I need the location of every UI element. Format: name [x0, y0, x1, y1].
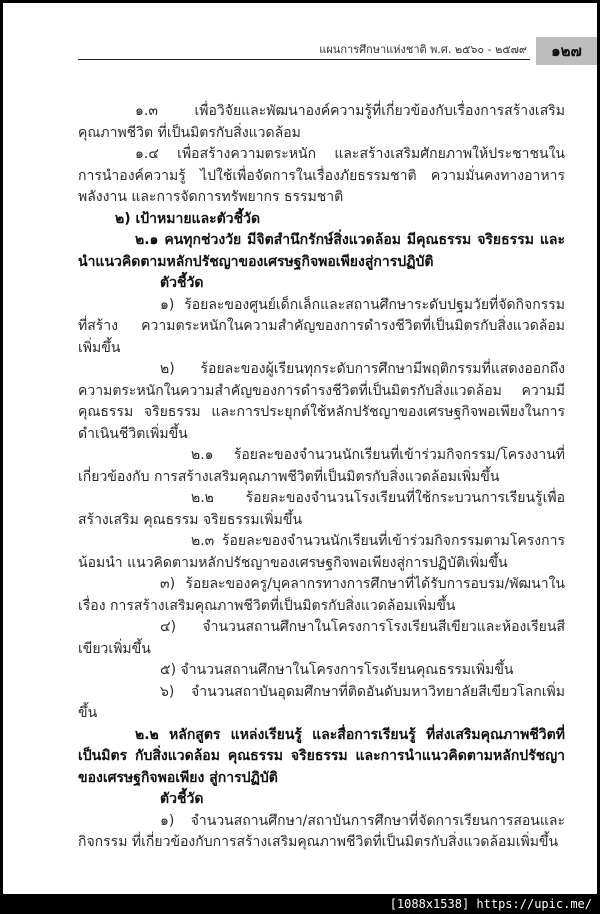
text-line: ๒.๑ คนทุกช่วงวัย มีจิตสำนึกรักษ์สิ่งแวดล้อม มีคุณธรรม จริยธรรม และ	[135, 232, 565, 248]
text-line: คุณธรรม จริยธรรมเพิ่มขึ้น	[143, 511, 303, 528]
indicator-4	[78, 617, 565, 660]
text-line: ที่เป็นมิตรกับสิ่งแวดล้อม	[157, 124, 301, 141]
text-line: ๑.๓ เพื่อวิจัยและพัฒนาองค์ความรู้ที่เกี่ยวข้องกับเรื่องการสร้างเสริมคุณภาพชีวิต	[78, 103, 565, 141]
text-line: ๑) ร้อยละของศูนย์เด็กเล็กและสถานศึกษาระดับปฐมวัยที่จัดกิจกรรมที่สร้าง	[78, 296, 565, 334]
text-line: ธรรมชาติ	[283, 189, 344, 205]
text-line: ๒.๓ ร้อยละของจำนวนนักเรียนที่เข้าร่วมกิจกรรมตามโครงการน้อมนำ	[78, 533, 565, 571]
text-line: ความตระหนักในความสำคัญของการดำรงชีวิตที่เป็นมิตรกับสิ่งแวดล้อม ความมีคุณธรรม	[78, 382, 565, 420]
indicator-5	[78, 660, 565, 682]
text-line: ๒.๒ ร้อยละของจำนวนโรงเรียนที่ใช้กระบวนการเรียนรู้เพื่อสร้างเสริม	[78, 490, 565, 528]
goal-2-1-heading	[78, 230, 565, 273]
indicator-2	[78, 359, 565, 445]
text-line: แนวคิดตามหลักปรัชญาของเศรษฐกิจพอเพียงสู่การปฏิบัติเพิ่มขึ้น	[127, 554, 508, 571]
footer-watermark: [1088x1538] https://upic.me/	[389, 896, 592, 911]
text-line: ๑.๔ เพื่อสร้างความตระหนัก และสร้างเสริมศักยภาพให้ประชาชนในการนำองค์ความรู้	[78, 146, 565, 184]
text-line: จริยธรรม และการประยุกต์ใช้หลักปรัชญาของเศรษฐกิจพอเพียงในการดำเนินชีวิตเพิ่มขึ้น	[78, 404, 565, 442]
indicator-2-1	[78, 445, 565, 488]
text-line: นำแนวคิดตามหลักปรัชญาของเศรษฐกิจพอเพียงสู่การปฏิบัติ	[78, 253, 434, 270]
section-2-heading	[78, 209, 565, 231]
page-number-tab	[536, 37, 597, 65]
indicator-1	[78, 295, 565, 360]
indicator-1	[78, 811, 565, 854]
running-header-title: แผนการศึกษาแห่งชาติ พ.ศ. ๒๕๖๐ - ๒๕๗๙	[319, 43, 527, 56]
indicators-heading	[78, 789, 565, 811]
indicators-heading	[78, 273, 565, 295]
text-line: ๒) ร้อยละของผู้เรียนทุกระดับการศึกษามีพฤติกรรมที่แสดงออกถึง	[160, 361, 565, 377]
text-line: การสร้างเสริมคุณภาพชีวิตที่เป็นมิตรกับสิ่งแวดล้อมเพิ่มขึ้น	[153, 468, 500, 485]
header-divider	[78, 59, 530, 60]
text-line: ตัวชี้วัด	[160, 791, 204, 807]
text-line: ๕) จำนวนสถานศึกษาในโครงการโรงเรียนคุณธรรมเพิ่มขึ้น	[160, 662, 514, 678]
item-1-4	[78, 144, 565, 209]
indicator-2-3	[78, 531, 565, 574]
document-body	[3, 101, 565, 854]
indicator-6	[78, 682, 565, 725]
text-line: ๖) จำนวนสถาบันอุดมศึกษาที่ติดอันดับมหาวิทยาลัยสีเขียวโลกเพิ่มขึ้น	[78, 683, 565, 721]
document-page	[3, 3, 597, 894]
indicator-2-2	[78, 488, 565, 531]
text-line: ตัวชี้วัด	[160, 275, 204, 291]
text-line: สู่การปฏิบัติ	[209, 769, 278, 786]
text-line: ๒.๒ หลักสูตร แหล่งเรียนรู้ และสื่อการเรียนรู้ ที่ส่งเสริมคุณภาพชีวิตที่เป็นมิตร	[78, 726, 565, 764]
text-line: การสร้างเสริมคุณภาพชีวิตที่เป็นมิตรกับสิ่งแวดล้อมเพิ่มขึ้น	[110, 597, 456, 614]
text-line: กับสิ่งแวดล้อม คุณธรรม จริยธรรม และการนำแนวคิดตามหลักปรัชญาของเศรษฐกิจพอเพียง	[78, 748, 566, 786]
item-1-3	[78, 101, 565, 144]
text-line: ๔) จำนวนสถานศึกษาในโครงการโรงเรียนสีเขียวและห้องเรียนสีเขียวเพิ่มขึ้น	[78, 619, 565, 657]
text-line: ๓) ร้อยละของครู/บุคลากรทางการศึกษาที่ได้รับการอบรม/พัฒนาในเรื่อง	[78, 576, 565, 614]
text-line: ๒) เป้าหมายและตัวชี้วัด	[115, 210, 261, 227]
text-line: ความตระหนักในความสำคัญของการดำรงชีวิตที่เป็นมิตรกับสิ่งแวดล้อมเพิ่มขึ้น	[78, 318, 565, 356]
text-line: ไปใช้เพื่อจัดการในเรื่องภัยธรรมชาติ ความมั่นคงทางอาหาร พลังงาน และการจัดการทรัพยากร	[78, 167, 565, 205]
goal-2-2-heading	[78, 725, 565, 790]
page-number: ๑๒๗	[551, 42, 582, 60]
footer-bar	[0, 894, 600, 914]
text-line: ที่เกี่ยวข้องกับการสร้างเสริมคุณภาพชีวิตที่เป็นมิตรกับสิ่งแวดล้อมเพิ่มขึ้น	[131, 834, 559, 850]
text-line: ๒.๑ ร้อยละของจำนวนนักเรียนที่เข้าร่วมกิจกรรม/โครงงานที่เกี่ยวข้องกับ	[78, 447, 565, 485]
indicator-3	[78, 574, 565, 617]
text-line: ๑) จำนวนสถานศึกษา/สถาบันการศึกษาที่จัดการเรียนการสอนและกิจกรรม	[78, 812, 565, 850]
